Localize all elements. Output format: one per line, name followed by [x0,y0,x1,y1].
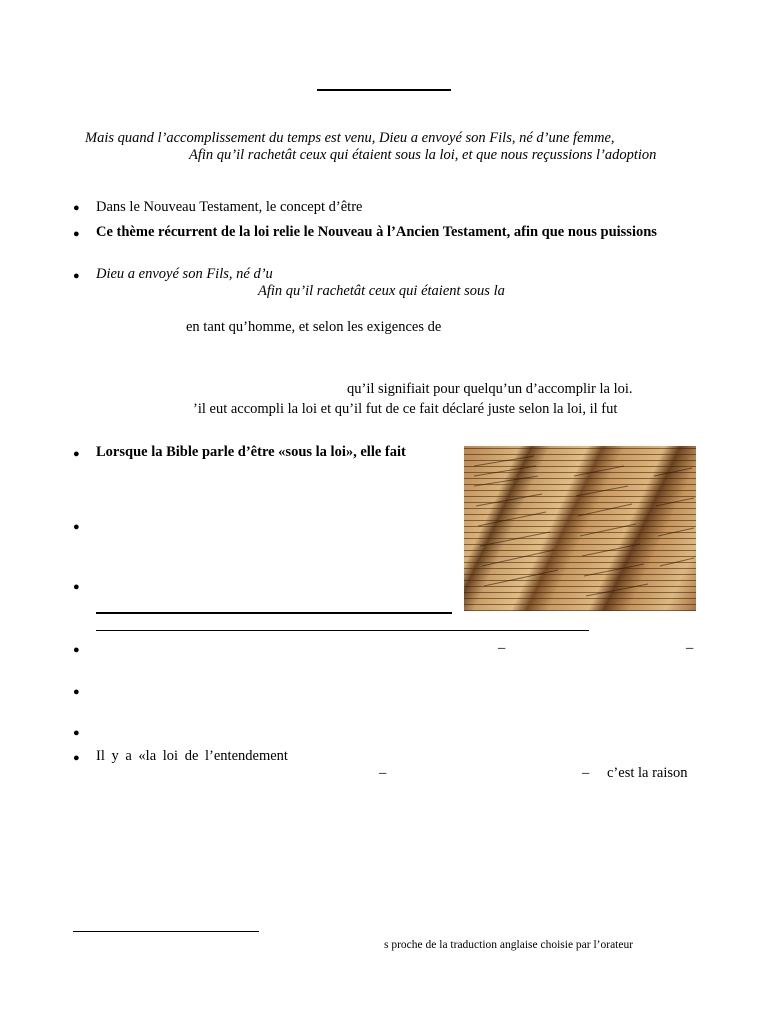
bullet-text-reason: c’est la raison [607,765,688,781]
horizontal-rule [96,630,589,631]
paragraph-fragment-justified: ’il eut accompli la loi et qu’il fut de ce fait déclaré juste selon la loi, il fut [193,401,618,417]
bullet-text-law-of-mind: Il y a «la loi de l’entendement [96,748,288,764]
bullet-marker [73,522,80,533]
paragraph-fragment-man: en tant qu’homme, et selon les exigences de [186,319,442,335]
footnote-text: s proche de la traduction anglaise choisie par l’orateur [384,939,634,951]
torah-scroll-image [464,446,696,611]
paragraph-fragment-fulfill: qu’il signifiait pour quelqu’un d’accomplir la loi. [347,381,633,397]
bullet-marker [73,645,80,656]
dash-mark: – [686,640,694,656]
bullet-marker [73,449,80,460]
bullet-text-redeem: Afin qu’il rachetât ceux qui étaient sous la [258,283,505,299]
bullet-text-sent-son: Dieu a envoyé son Fils, né d’u [96,266,273,282]
horizontal-rule [96,612,452,614]
bullet-marker [73,753,80,764]
bullet-marker [73,582,80,593]
title-rule [317,89,451,91]
quote-line-1: Mais quand l’accomplissement du temps est venu, Dieu a envoyé son Fils, né d’une femme, [85,130,615,146]
bullet-text-theme: Ce thème récurrent de la loi relie le Nouveau à l’Ancien Testament, afin que nous puissions [96,224,657,240]
footnote-separator [73,931,259,932]
quote-line-2: Afin qu’il rachetât ceux qui étaient sous la loi, et que nous reçussions l’adoption [189,147,657,163]
bullet-marker [73,229,80,240]
bullet-marker [73,203,80,214]
bullet-marker [73,271,80,282]
dash-mark: – [498,640,506,656]
bullet-marker [73,687,80,698]
dash-mark: – [379,765,387,781]
bullet-marker [73,728,80,739]
bullet-text-under-law: Lorsque la Bible parle d’être «sous la loi», elle fait [96,444,406,460]
bullet-text-concept: Dans le Nouveau Testament, le concept d’être [96,199,363,215]
dash-mark: – [582,765,590,781]
